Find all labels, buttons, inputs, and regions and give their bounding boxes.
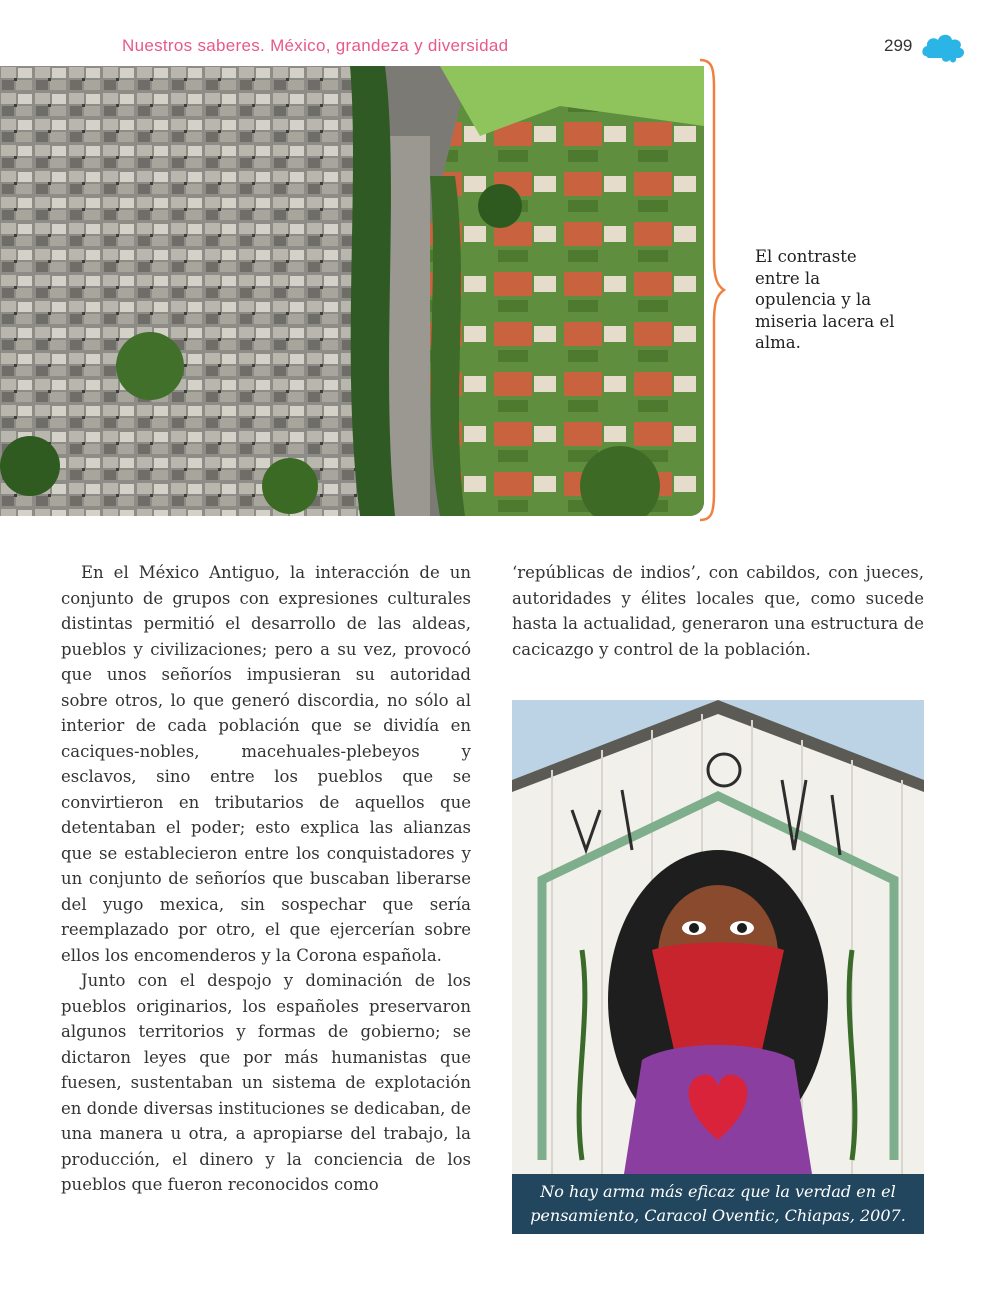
paragraph: Junto con el despojo y dominación de los pueblos originarios, los españoles preservaron algunos territorios y formas de gobierno; se dictaron leyes que por más humanistas que fuesen, sustentaban un sistema de explotación en donde diversas instituciones se dedicaban, de una manera u otra, a apropiarse del trabajo, la producción, el dinero y la conciencia de los pueblos que fueron reconocidos como: [61, 971, 471, 1194]
caption-brace: [696, 58, 726, 522]
caption-text: No hay arma más eficaz que la verdad en el pensamiento, Caracol Oventic, Chiapas, 2007.: [530, 1182, 906, 1225]
mural-photo-oventic: [512, 700, 924, 1174]
aerial-photo-contrast: [0, 66, 704, 516]
paragraph: ‘repúblicas de indios’, con cabildos, con jueces, autoridades y élites locales que, como sucede hasta la actualidad, generaron una estructura de cacicazgo y control de la población.: [512, 563, 924, 659]
photo-caption-contrast: El contraste entre la opulencia y la miseria lacera el alma.: [755, 247, 895, 352]
running-header: Nuestros saberes. México, grandeza y diversidad: [122, 36, 509, 55]
body-column-left: [61, 560, 471, 1198]
page-number: 299: [884, 36, 913, 55]
body-column-right: [512, 560, 924, 662]
photo-caption-mural: [512, 1174, 924, 1234]
paragraph: En el México Antiguo, la interacción de un conjunto de grupos con expresiones culturales distintas permitió el desarrollo de las aldeas, pueblos y civilizaciones; pero a su vez, provocó que unos señoríos impusieran su autoridad sobre otros, lo que generó discordia, no sólo al interior de cada población que se dividía en caciques-nobles, macehuales-plebeyos y esclavos, sino entre los pueblos que se convirtieron en tributarios de aquellos que detentaban el poder; esto explica las alianzas que se establecieron entre los conquistadores y un conjunto de señoríos que buscaban liberarse del yugo mexica, sin sospechar que sería reemplazado por otro, el que ejercerían sobre ellos los encomenderos y la Corona española.: [61, 563, 471, 965]
cloud-icon: [920, 30, 966, 66]
